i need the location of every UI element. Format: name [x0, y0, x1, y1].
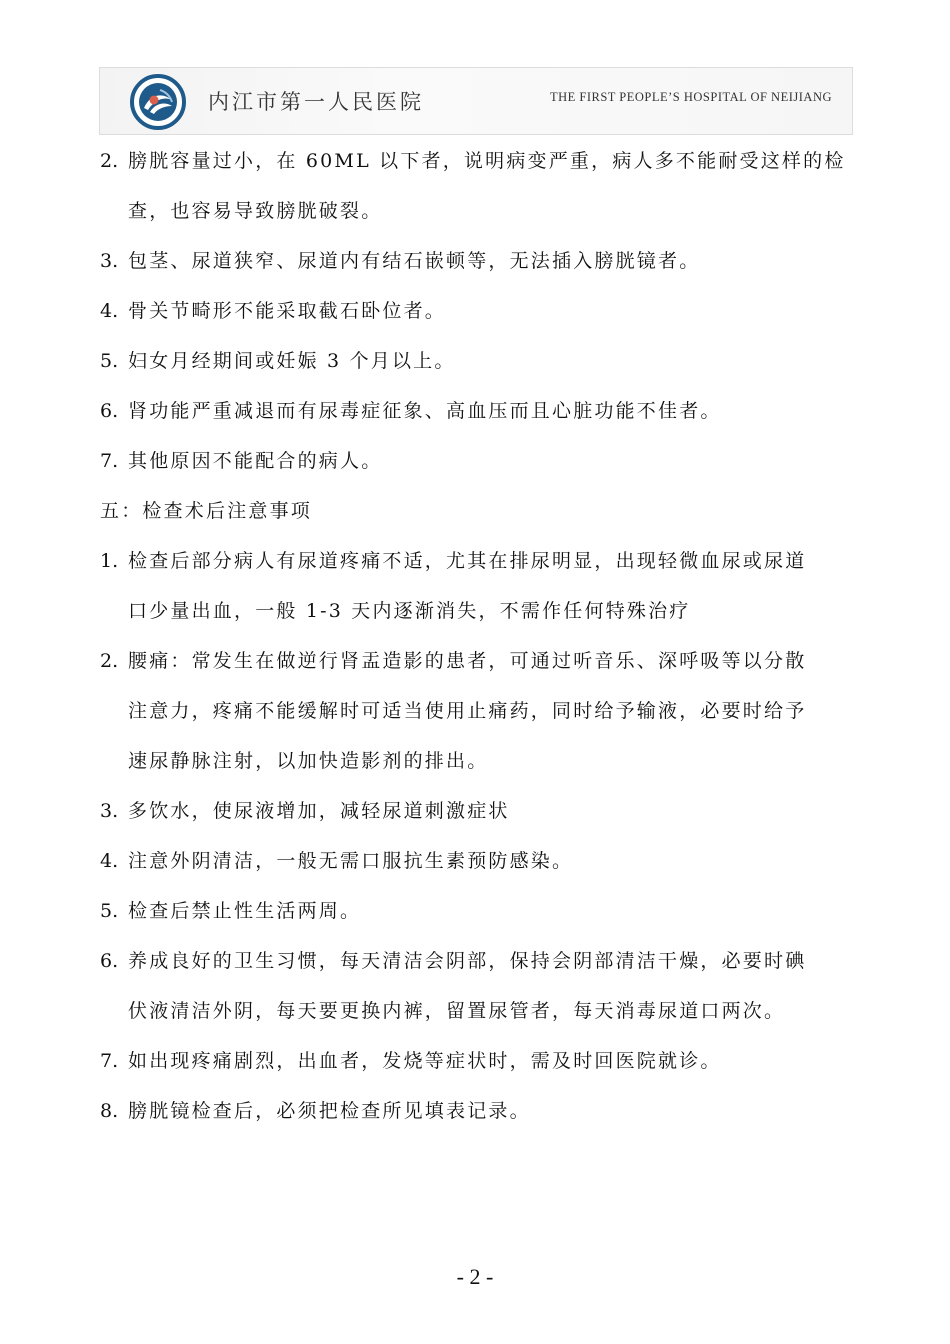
item-text: 查，也容易导致膀胱破裂。 — [128, 200, 383, 222]
item-number: 4. — [100, 850, 119, 872]
list-item — [100, 836, 852, 886]
list-item-continuation — [100, 186, 852, 236]
page-number: - 2 - — [456, 1264, 494, 1289]
hospital-name-en: THE FIRST PEOPLE’S HOSPITAL OF NEIJIANG — [549, 90, 832, 104]
list-item — [100, 536, 852, 586]
item-text: 其他原因不能配合的病人。 — [128, 450, 383, 472]
item-text: 检查后禁止性生活两周。 — [128, 900, 362, 922]
item-text: 膀胱镜检查后，必须把检查所见填表记录。 — [128, 1100, 531, 1122]
item-text: 多饮水，使尿液增加，减轻尿道刺激症状 — [128, 800, 510, 822]
item-number: 2. — [100, 650, 119, 672]
list-item-continuation — [100, 686, 852, 736]
list-item-continuation — [100, 736, 852, 786]
item-text: 如出现疼痛剧烈，出血者，发烧等症状时，需及时回医院就诊。 — [128, 1050, 722, 1072]
item-number: 5. — [100, 900, 119, 922]
item-number: 3. — [100, 800, 119, 822]
item-text: 膀胱容量过小，在 60ML 以下者，说明病变严重，病人多不能耐受这样的检 — [128, 150, 846, 172]
list-item — [100, 236, 852, 286]
item-text: 包茎、尿道狭窄、尿道内有结石嵌顿等，无法插入膀胱镜者。 — [128, 250, 701, 272]
item-text: 注意力，疼痛不能缓解时可适当使用止痛药，同时给予输液，必要时给予 — [128, 700, 807, 722]
page-header — [99, 67, 853, 135]
item-number: 2. — [100, 150, 119, 172]
item-text: 伏液清洁外阴，每天要更换内裤，留置尿管者，每天消毒尿道口两次。 — [128, 1000, 786, 1022]
item-number: 3. — [100, 250, 119, 272]
list-item — [100, 886, 852, 936]
hospital-logo-icon — [130, 74, 186, 130]
item-number: 6. — [100, 400, 119, 422]
item-text: 注意外阴清洁，一般无需口服抗生素预防感染。 — [128, 850, 574, 872]
list-item — [100, 436, 852, 486]
list-item — [100, 636, 852, 686]
list-item — [100, 1036, 852, 1086]
item-text: 肾功能严重减退而有尿毒症征象、高血压而且心脏功能不佳者。 — [128, 400, 722, 422]
list-item — [100, 936, 852, 986]
document-body — [100, 136, 852, 1136]
item-number: 7. — [100, 450, 119, 472]
list-item — [100, 286, 852, 336]
item-text: 妇女月经期间或妊娠 3 个月以上。 — [128, 350, 456, 372]
item-text: 检查后部分病人有尿道疼痛不适，尤其在排尿明显，出现轻微血尿或尿道 — [128, 550, 807, 572]
list-item — [100, 386, 852, 436]
item-text: 口少量出血，一般 1-3 天内逐渐消失，不需作任何特殊治疗 — [128, 600, 691, 622]
list-item — [100, 136, 852, 186]
item-number: 6. — [100, 950, 119, 972]
item-text: 养成良好的卫生习惯，每天清洁会阴部，保持会阴部清洁干燥，必要时碘 — [128, 950, 807, 972]
hospital-name-cn: 内江市第一人民医院 — [208, 90, 424, 114]
item-number: 4. — [100, 300, 119, 322]
item-text: 骨关节畸形不能采取截石卧位者。 — [128, 300, 447, 322]
list-item — [100, 1086, 852, 1136]
item-number: 7. — [100, 1050, 119, 1072]
section-heading — [100, 486, 852, 536]
item-number: 5. — [100, 350, 119, 372]
list-item-continuation — [100, 986, 852, 1036]
section-heading-text: 五：检查术后注意事项 — [100, 500, 313, 522]
item-number: 8. — [100, 1100, 119, 1122]
list-item — [100, 786, 852, 836]
item-text: 速尿静脉注射，以加快造影剂的排出。 — [128, 750, 489, 772]
list-item — [100, 336, 852, 386]
item-number: 1. — [100, 550, 119, 572]
item-text: 腰痛：常发生在做逆行肾盂造影的患者，可通过听音乐、深呼吸等以分散 — [128, 650, 807, 672]
list-item-continuation — [100, 586, 852, 636]
